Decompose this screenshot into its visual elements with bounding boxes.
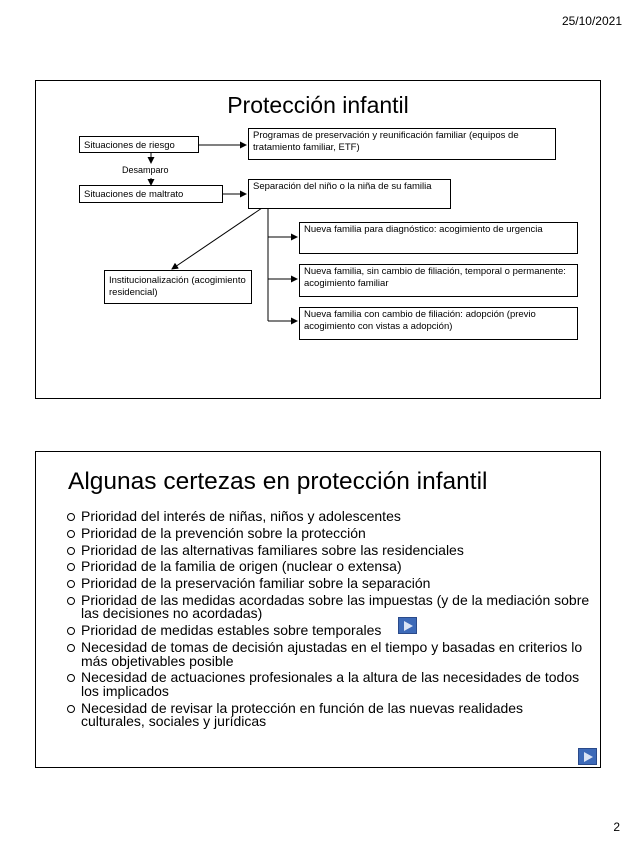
- list-item: Necesidad de actuaciones profesionales a la altura de las necesidades de todos los implicados: [67, 671, 590, 698]
- bullet-icon: [67, 563, 75, 571]
- slide-proteccion-infantil: [35, 80, 601, 399]
- bullet-icon: [67, 530, 75, 538]
- slide-title: Protección infantil: [227, 92, 409, 118]
- list-item: Prioridad de medidas estables sobre temporales: [67, 624, 590, 638]
- label-desamparo: Desamparo: [122, 165, 169, 175]
- bullet-icon: [67, 580, 75, 588]
- list-item: Prioridad del interés de niñas, niños y adolescentes: [67, 510, 590, 524]
- box-situaciones-riesgo: Situaciones de riesgo: [79, 136, 199, 153]
- list-item: Prioridad de las medidas acordadas sobre las impuestas (y de la mediación sobre las decisiones no acordadas): [67, 594, 590, 621]
- page-number: 2: [613, 820, 620, 834]
- print-date: 25/10/2021: [561, 14, 622, 28]
- list-item: Prioridad de la familia de origen (nuclear o extensa): [67, 560, 590, 574]
- bullet-icon: [67, 627, 75, 635]
- list-item: Necesidad de revisar la protección en función de las nuevas realidades culturales, sociales y jurídicas: [67, 702, 590, 729]
- box-institucionalizacion: Institucionalización (acogimiento residencial): [104, 270, 252, 304]
- play-action-icon[interactable]: [398, 617, 417, 634]
- slide-title: Algunas certezas en protección infantil: [68, 468, 488, 495]
- bullet-icon: [67, 547, 75, 555]
- list-item: Prioridad de la prevención sobre la protección: [67, 527, 590, 541]
- slide-algunas-certezas: [35, 451, 601, 768]
- bullet-icon: [67, 705, 75, 713]
- box-familia-sin-cambio: Nueva familia, sin cambio de filiación, temporal o permanente: acogimiento familiar: [299, 264, 578, 297]
- box-familia-diagnostico: Nueva familia para diagnóstico: acogimiento de urgencia: [299, 222, 578, 254]
- list-item: Prioridad de las alternativas familiares sobre las residenciales: [67, 544, 590, 558]
- play-next-icon[interactable]: [578, 748, 597, 765]
- bullet-icon: [67, 597, 75, 605]
- bullet-icon: [67, 644, 75, 652]
- box-programas-preservacion: Programas de preservación y reunificación familiar (equipos de tratamiento familiar, ETF): [248, 128, 556, 160]
- box-situaciones-maltrato: Situaciones de maltrato: [79, 185, 223, 203]
- box-separacion: Separación del niño o la niña de su familia: [248, 179, 451, 209]
- bullet-icon: [67, 674, 75, 682]
- bullet-icon: [67, 513, 75, 521]
- box-familia-con-cambio: Nueva familia con cambio de filiación: adopción (previo acogimiento con vistas a adopción): [299, 307, 578, 340]
- list-item: Necesidad de tomas de decisión ajustadas en el tiempo y basadas en criterios lo más objetivables posible: [67, 641, 590, 668]
- bullet-list: [67, 510, 590, 732]
- list-item: Prioridad de la preservación familiar sobre la separación: [67, 577, 590, 591]
